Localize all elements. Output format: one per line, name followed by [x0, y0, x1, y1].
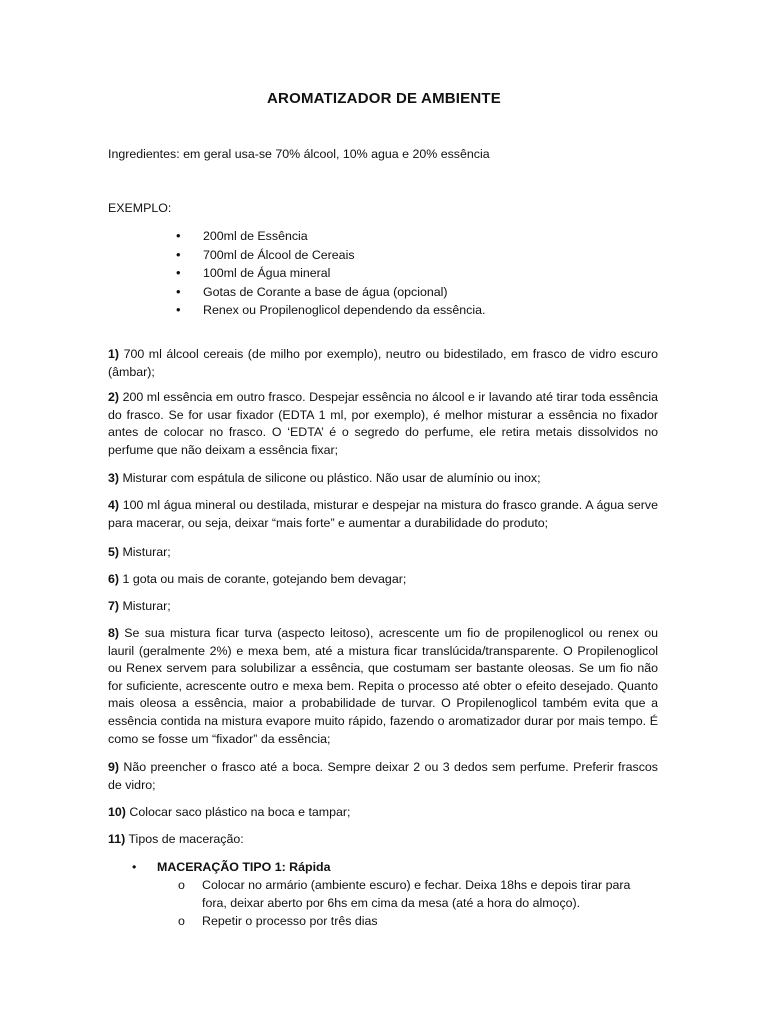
step-8: 8) Se sua mistura ficar turva (aspecto leitoso), acrescente um fio de propilenoglicol ou renex ou lauril (geralmente 2%) e mexa bem, até a mistura ficar translúcida/transparente. O Propilenoglicol ou Renex servem para solubilizar a essência, que costumam ser bastante oleosas. Se um fio não for suficiente, acrescente outro e mexa bem. Repita o processo até obter o efeito desejado. Quanto mais oleosa a essência, maior a probabilidade de turvar. O Propilenoglicol também evita que a essência contida na mistura evapore muito rápido, fazendo o aromatizador durar por mais tempo. É como se fosse um “fixador” da essência;	[108, 626, 658, 746]
step-10: 10) Colocar saco plástico na boca e tampar;	[108, 805, 351, 819]
list-item: • 100ml de Água mineral	[176, 264, 485, 283]
bullet-icon: •	[132, 860, 137, 874]
step-5: 5) Misturar;	[108, 545, 171, 559]
step-2: 2) 200 ml essência em outro frasco. Despejar essência no álcool e ir lavando até tirar toda essência do frasco. Se for usar fixador (EDTA 1 ml, por exemplo), é melhor misturar a essência no fixador antes de colocar no frasco. O ‘EDTA’ é o segredo do perfume, ele retira metais dissolvidos no perfume que não deixam a essência fixar;	[108, 390, 658, 457]
list-item: • Gotas de Corante a base de água (opcional)	[176, 283, 485, 302]
ingredients-line: Ingredientes: em geral usa-se 70% álcool, 10% agua e 20% essência	[108, 147, 490, 161]
bullet-icon: •	[176, 246, 181, 262]
step-7: 7) Misturar;	[108, 599, 171, 613]
maceration-step: o Colocar no armário (ambiente escuro) e fechar. Deixa 18hs e depois tirar para fora, deixar aberto por 6hs em cima da mesa (até a hora do almoço).	[178, 878, 631, 910]
example-label: EXEMPLO:	[108, 201, 172, 215]
step-1: 1) 700 ml álcool cereais (de milho por exemplo), neutro ou bidestilado, em frasco de vidro escuro (âmbar);	[108, 347, 658, 379]
bullet-icon: •	[176, 228, 181, 243]
document-title: AROMATIZADOR DE AMBIENTE	[267, 90, 501, 107]
example-list	[176, 227, 485, 320]
circle-bullet-icon: o	[178, 878, 185, 892]
maceration-type-heading: • MACERAÇÃO TIPO 1: Rápida	[132, 860, 331, 874]
bullet-icon: •	[176, 302, 181, 317]
bullet-icon: •	[176, 283, 181, 299]
circle-bullet-icon: o	[178, 914, 185, 928]
step-6: 6) 1 gota ou mais de corante, gotejando bem devagar;	[108, 572, 407, 586]
bullet-icon: •	[176, 265, 181, 280]
step-9: 9) Não preencher o frasco até a boca. Sempre deixar 2 ou 3 dedos sem perfume. Preferir frascos de vidro;	[108, 760, 658, 792]
step-11: 11) Tipos de maceração:	[108, 832, 244, 846]
list-item: • Renex ou Propilenoglicol dependendo da essência.	[176, 301, 485, 320]
maceration-step: o Repetir o processo por três dias	[178, 913, 658, 931]
step-3: 3) Misturar com espátula de silicone ou plástico. Não usar de alumínio ou inox;	[108, 471, 541, 485]
list-item: • 200ml de Essência	[176, 227, 485, 246]
list-item: • 700ml de Álcool de Cereais	[176, 246, 485, 265]
step-4: 4) 100 ml água mineral ou destilada, misturar e despejar na mistura do frasco grande. A água serve para macerar, ou seja, deixar “mais forte” e aumentar a durabilidade do produto;	[108, 498, 658, 530]
